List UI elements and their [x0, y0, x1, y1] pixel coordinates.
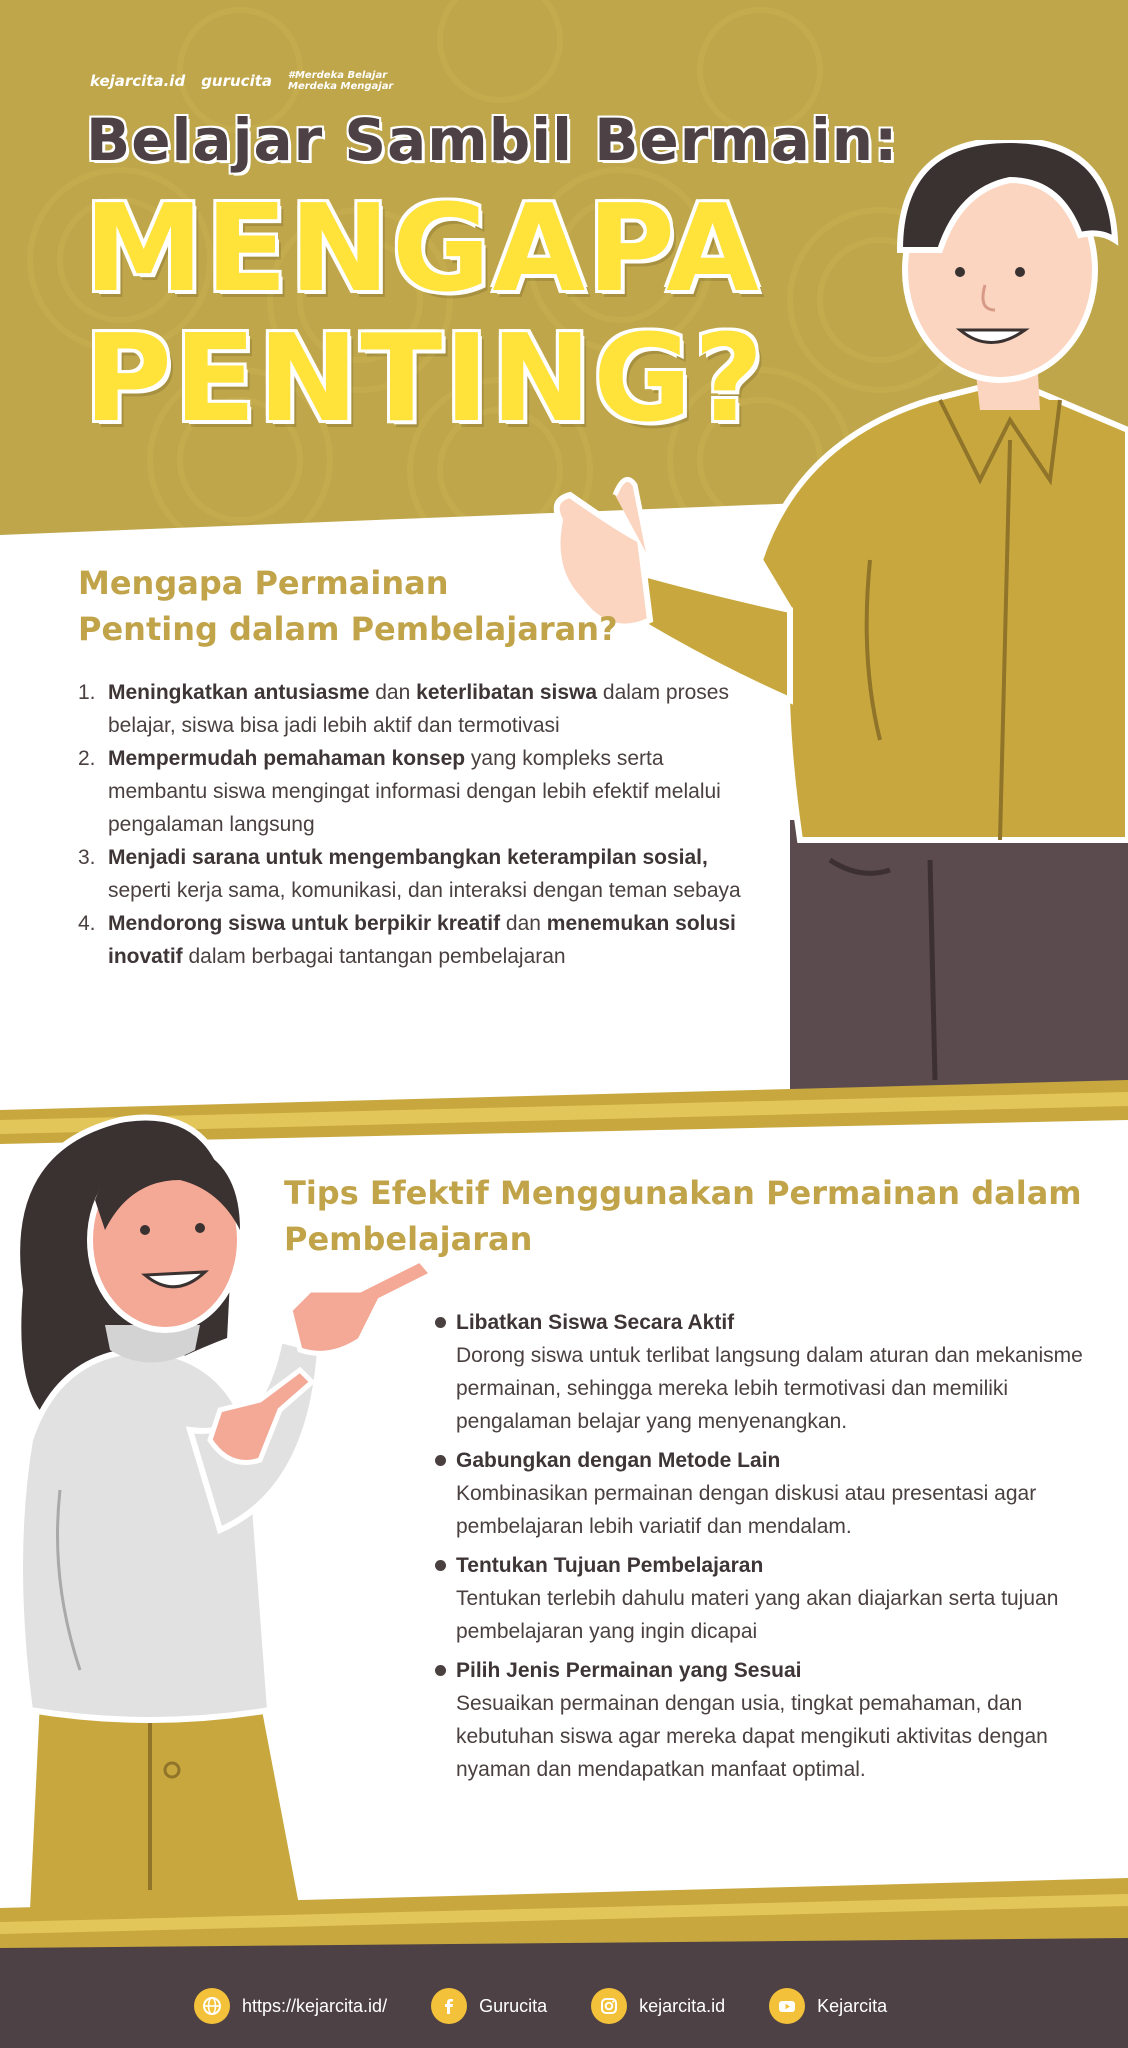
- item-text: dan: [369, 681, 417, 704]
- item-text: yang kompleks serta membantu siswa mengingat informasi dengan lebih efektif melalui pengalaman langsung: [108, 747, 721, 836]
- tip-description: Dorong siswa untuk terlibat langsung dalam aturan dan mekanisme permainan, sehingga mereka lebih termotivasi dan memiliki pengalaman belajar yang menyenangkan.: [456, 1344, 1083, 1433]
- merdeka-logo: [288, 70, 393, 92]
- tip-description: Kombinasikan permainan dengan diskusi atau presentasi agar pembelajaran lebih variatif dan mendalam.: [456, 1482, 1037, 1538]
- section1-heading-line1: Mengapa Permainan: [78, 564, 449, 602]
- teacher-woman-illustration: [0, 1110, 440, 1910]
- section1-heading: [78, 560, 618, 652]
- kejarcita-logo: kejarcita.id: [90, 72, 186, 90]
- item-number: 3.: [78, 846, 96, 869]
- list-item: [78, 907, 758, 973]
- section2-heading-line2: Pembelajaran: [284, 1220, 533, 1258]
- section2-heading-line1: Tips Efektif Menggunakan Permainan dalam: [284, 1174, 1082, 1212]
- tip-title: Tentukan Tujuan Pembelajaran: [456, 1554, 764, 1577]
- facebook-icon: [431, 1988, 467, 2024]
- section1-heading-line2: Penting dalam Pembelajaran?: [78, 610, 618, 648]
- item-bold: Mendorong siswa untuk berpikir kreatif: [108, 912, 501, 935]
- facebook-link[interactable]: [431, 1988, 547, 2024]
- tip-item: [430, 1306, 1100, 1438]
- list-item: [78, 676, 758, 742]
- tip-description: Sesuaikan permainan dengan usia, tingkat pemahaman, dan kebutuhan siswa agar mereka dapat mengikuti aktivitas dengan nyaman dan mendapatkan manfaat optimal.: [456, 1692, 1048, 1781]
- item-bold: Meningkatkan antusiasme: [108, 681, 370, 704]
- bullet-icon: [430, 1549, 456, 1648]
- tip-item: [430, 1444, 1100, 1543]
- item-text: dan: [500, 912, 547, 935]
- reasons-list: [78, 676, 758, 973]
- youtube-icon: [769, 1988, 805, 2024]
- bullet-icon: [430, 1444, 456, 1543]
- website-link[interactable]: [194, 1988, 387, 2024]
- item-number: 2.: [78, 747, 96, 770]
- instagram-icon: [591, 1988, 627, 2024]
- tip-description: Tentukan terlebih dahulu materi yang akan diajarkan serta tujuan pembelajaran yang ingin dicapai: [456, 1587, 1059, 1643]
- brand-logos: [90, 70, 393, 92]
- item-bold: menemukan solusi inovatif: [108, 912, 736, 968]
- instagram-link[interactable]: [591, 1988, 725, 2024]
- item-text: dalam proses belajar, siswa bisa jadi lebih aktif dan termotivasi: [108, 681, 729, 737]
- tip-item: [430, 1654, 1100, 1786]
- tip-title: Libatkan Siswa Secara Aktif: [456, 1311, 735, 1334]
- gurucita-logo: gurucita: [201, 72, 273, 90]
- item-number: 4.: [78, 912, 96, 935]
- bullet-icon: [430, 1306, 456, 1438]
- item-number: 1.: [78, 681, 96, 704]
- globe-icon: [194, 1988, 230, 2024]
- youtube-label: Kejarcita: [817, 1995, 888, 2016]
- facebook-label: Gurucita: [479, 1995, 548, 2016]
- title-line1: Belajar Sambil Bermain:: [86, 106, 899, 174]
- merdeka-line2: Merdeka Mengajar: [288, 81, 394, 92]
- tip-title: Pilih Jenis Permainan yang Sesuai: [456, 1659, 802, 1682]
- item-text: dalam berbagai tantangan pembelajaran: [182, 945, 566, 968]
- title-line3: PENTING?: [84, 310, 766, 449]
- list-item: [78, 742, 758, 841]
- youtube-link[interactable]: [769, 1988, 887, 2024]
- merdeka-line1: #Merdeka Belajar: [288, 70, 388, 81]
- item-bold: keterlibatan siswa: [416, 681, 598, 704]
- instagram-label: kejarcita.id: [639, 1995, 726, 2016]
- website-label: https://kejarcita.id/: [242, 1995, 388, 2016]
- item-bold: Menjadi sarana untuk mengembangkan keterampilan sosial,: [108, 846, 708, 869]
- footer-links: [194, 1988, 931, 2024]
- bottom-band: [0, 1878, 1128, 1958]
- tip-item: [430, 1549, 1100, 1648]
- tips-list: [430, 1306, 1100, 1792]
- list-item: [78, 841, 758, 907]
- tip-title: Gabungkan dengan Metode Lain: [456, 1449, 781, 1472]
- item-bold: Mempermudah pemahaman konsep: [108, 747, 466, 770]
- item-text: seperti kerja sama, komunikasi, dan interaksi dengan teman sebaya: [108, 879, 741, 902]
- title-line2: MENGAPA: [84, 180, 761, 319]
- bullet-icon: [430, 1654, 456, 1786]
